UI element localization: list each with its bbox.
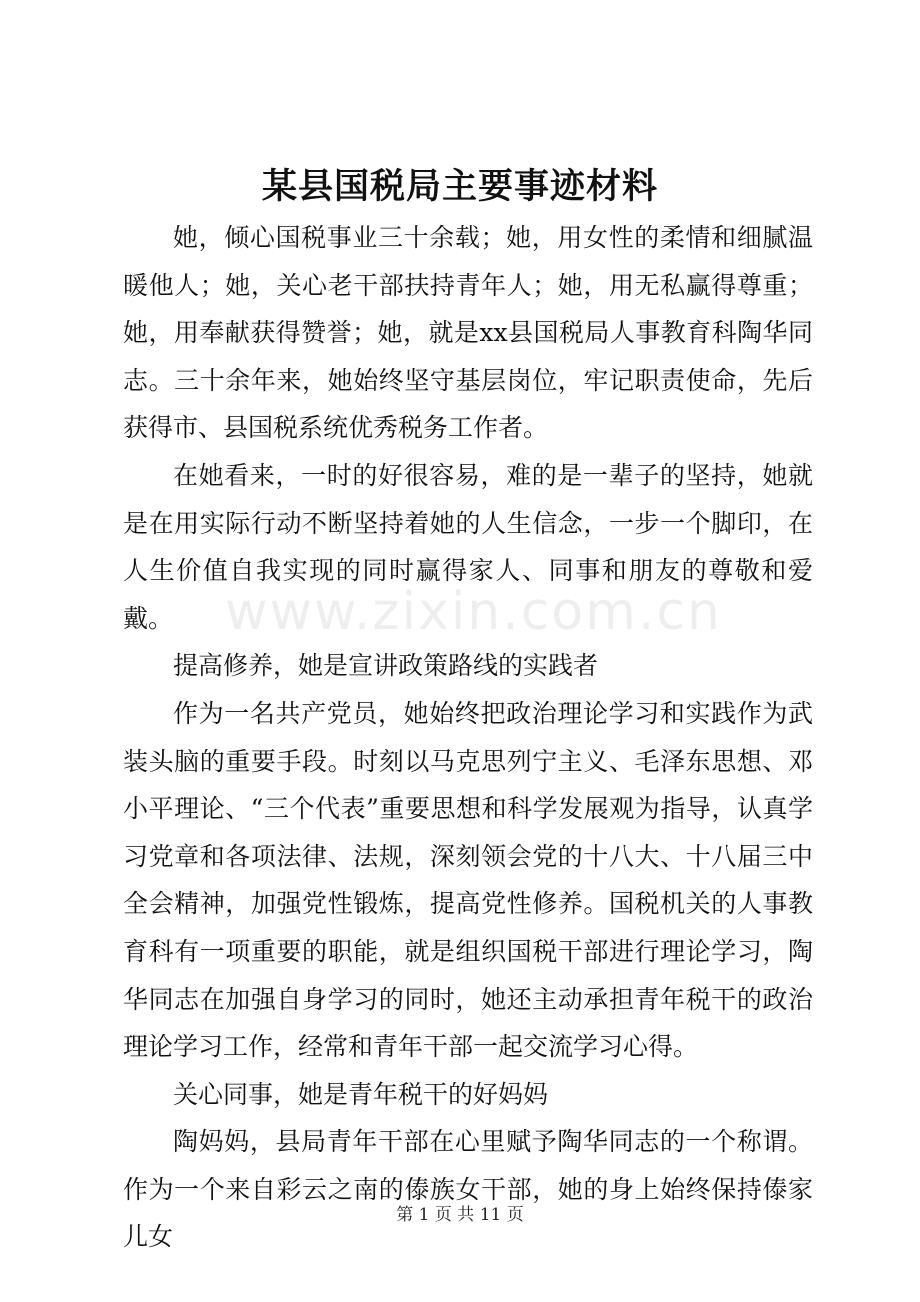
watermark: www.zixin.com.cn (225, 582, 722, 642)
paragraph-belief: 在她看来，一时的好很容易，难的是一辈子的坚持，她就是在用实际行动不断坚持着她的人生信念，一步一个脚印，在人生价值自我实现的同时赢得家人、同事和朋友的尊敬和爱戴。 (123, 460, 813, 633)
paragraph-mother-tao: 陶妈妈，县局青年干部在心里赋予陶华同志的一个称谓。作为一个来自彩云之南的傣族女干部，她的身上始终保持傣家儿女 (123, 1127, 813, 1252)
page-number-footer: 第 1 页 共 11 页 (396, 1205, 524, 1225)
document-body (123, 214, 813, 1261)
document-title: 某县国税局主要事迹材料 (261, 166, 658, 207)
paragraph-party-member: 作为一名共产党员，她始终把政治理论学习和实践作为武装头脑的重要手段。时刻以马克思列宁主义、毛泽东思想、邓小平理论、“三个代表”重要思想和科学发展观为指导，认真学习党章和各项法律、法规，深刻领会党的十八大、十八届三中全会精神，加强党性锻炼，提高党性修养。国税机关的人事教育科有一项重要的职能，就是组织国税干部进行理论学习，陶华同志在加强自身学习的同时，她还主动承担青年税干的政治理论学习工作，经常和青年干部一起交流学习心得。 (123, 698, 813, 1062)
paragraph-intro: 她，倾心国税事业三十余载；她，用女性的柔情和细腻温暖他人；她，关心老干部扶持青年人；她，用无私赢得尊重；她，用奉献获得赞誉；她，就是xx县国税局人事教育科陶华同志。三十余年来，她始终坚守基层岗位，牢记职责使命，先后获得市、县国税系统优秀税务工作者。 (123, 223, 813, 443)
section-heading-cultivation: 提高修养，她是宣讲政策路线的实践者 (173, 651, 599, 681)
section-heading-care: 关心同事，她是青年税干的好妈妈 (173, 1079, 549, 1109)
